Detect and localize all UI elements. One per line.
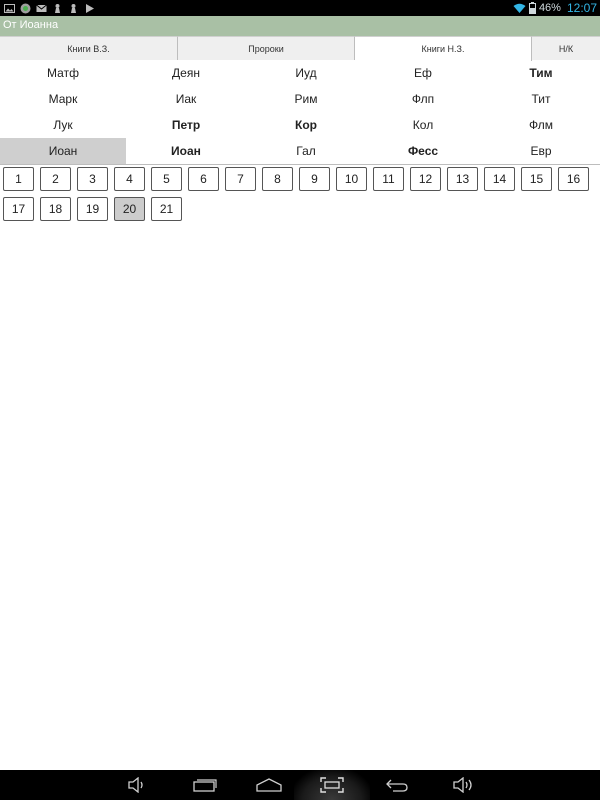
chapter-button[interactable]: 14 [484,167,515,191]
image-icon [4,3,15,14]
chapter-button[interactable]: 13 [447,167,478,191]
book-jude[interactable]: Иуд [295,66,317,80]
book-ephesians[interactable]: Еф [414,66,432,80]
book-luke[interactable]: Лук [53,118,73,132]
tab-new-testament[interactable]: Книги Н.З. [355,36,532,61]
book-thessalonians[interactable]: Фесс [407,144,439,158]
screenshot-icon [320,777,344,793]
chapter-button[interactable]: 15 [521,167,552,191]
tab-old-testament[interactable]: Книги В.З. [0,36,178,60]
chapter-button[interactable]: 10 [336,167,367,191]
play-store-icon [84,3,95,14]
chapter-button[interactable]: 3 [77,167,108,191]
book-james[interactable]: Иак [175,92,197,106]
book-grid [0,60,600,165]
chapter-button[interactable]: 4 [114,167,145,191]
battery-icon [529,2,536,14]
tab-prophets[interactable]: Пророки [178,36,355,60]
back-button[interactable] [382,770,412,800]
chapter-button[interactable]: 9 [299,167,330,191]
gallery-icon [20,3,31,14]
volume-up-button[interactable] [448,770,478,800]
book-corinthians[interactable]: Кор [295,118,317,132]
volume-down-button[interactable] [122,770,152,800]
chess-pawn-icon [68,3,79,14]
book-mark[interactable]: Марк [48,92,78,106]
mail-icon [36,3,47,14]
book-timothy[interactable]: Тим [529,66,553,80]
battery-level: 46% [538,2,561,14]
chapter-button[interactable]: 11 [373,167,404,191]
chess-pawn-icon [52,3,63,14]
home-icon [256,778,282,792]
book-galatians[interactable]: Гал [296,144,316,158]
volume-up-icon [452,777,474,793]
book-titus[interactable]: Тит [531,92,551,106]
status-bar [0,0,600,16]
recent-apps-icon [193,778,217,792]
screenshot-button[interactable] [314,770,350,800]
system-icons [513,0,597,16]
book-john-gospel[interactable]: Иоан [0,138,126,164]
home-button[interactable] [252,770,286,800]
chapter-button[interactable]: 19 [77,197,108,221]
chapter-button[interactable]: 18 [40,197,71,221]
book-philippians[interactable]: Флп [411,92,435,106]
tab-bar [0,36,600,60]
chapter-button[interactable]: 12 [410,167,441,191]
clock: 12:07 [566,1,597,15]
book-acts[interactable]: Деян [172,66,200,80]
chapter-button[interactable]: 1 [3,167,34,191]
chapter-button[interactable]: 16 [558,167,589,191]
back-icon [385,778,409,792]
recent-apps-button[interactable] [188,770,222,800]
book-philemon[interactable]: Флм [529,118,553,132]
page-title: От Иоанна [3,19,59,31]
book-colossians[interactable]: Кол [412,118,434,132]
chapter-button[interactable]: 7 [225,167,256,191]
chapter-button[interactable]: 2 [40,167,71,191]
volume-down-icon [127,777,147,793]
chapter-button[interactable]: 17 [3,197,34,221]
chapter-button-selected[interactable]: 20 [114,197,145,221]
book-romans[interactable]: Рим [294,92,318,106]
title-bar [0,16,600,36]
book-hebrews[interactable]: Евр [530,144,552,158]
navigation-bar [0,770,600,800]
chapter-button[interactable]: 5 [151,167,182,191]
tab-nk[interactable]: Н/К [532,36,600,60]
wifi-icon [513,3,526,14]
book-peter[interactable]: Петр [171,118,201,132]
book-matthew[interactable]: Матф [47,66,79,80]
notification-icons [4,2,95,14]
chapter-button[interactable]: 8 [262,167,293,191]
chapter-button[interactable]: 6 [188,167,219,191]
chapter-button[interactable]: 21 [151,197,182,221]
book-john-epistles[interactable]: Иоан [171,144,201,158]
